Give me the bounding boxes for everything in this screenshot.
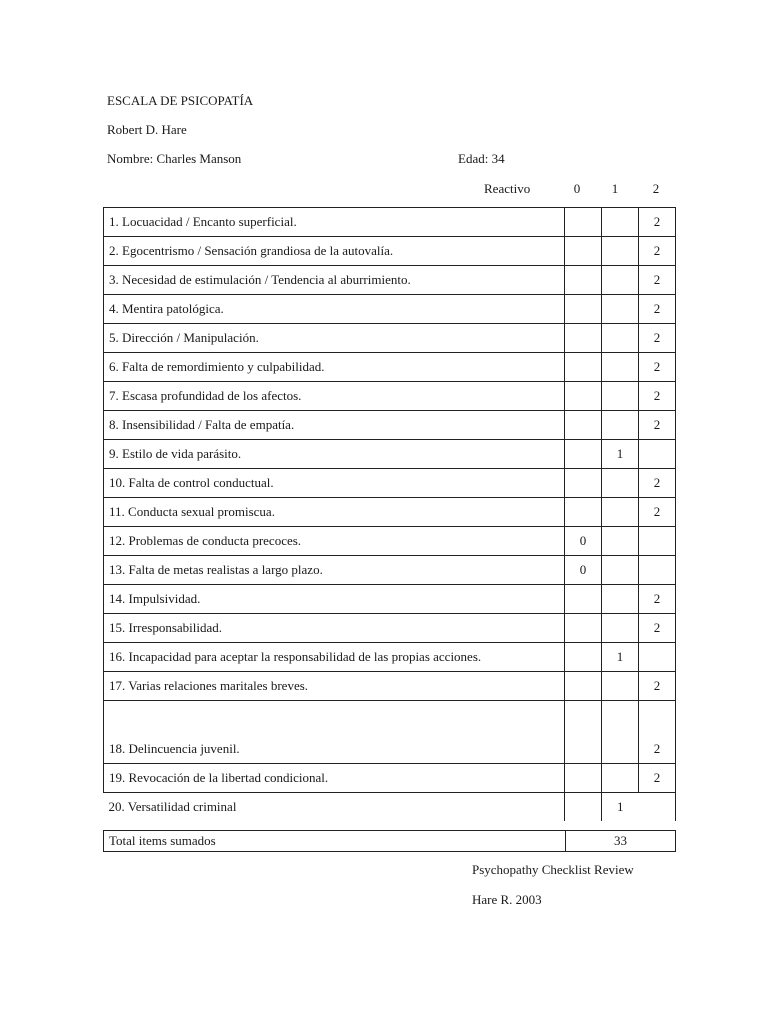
item-label: 14. Impulsividad.: [104, 585, 565, 614]
column-header-2: 2: [652, 181, 660, 196]
checklist-row: [104, 498, 676, 527]
checklist-row: [104, 585, 676, 614]
score-1-cell: [602, 324, 639, 353]
checklist-row: [104, 764, 676, 793]
score-0-cell: [565, 643, 602, 672]
item-label: 18. Delincuencia juvenil.: [104, 701, 565, 764]
score-2-cell: 2: [639, 672, 676, 701]
checklist-row: [104, 701, 676, 764]
checklist-row: [104, 324, 676, 353]
score-1-cell: [602, 672, 639, 701]
score-1-cell: [602, 295, 639, 324]
checklist-row: [104, 440, 676, 469]
score-0-cell: [565, 764, 602, 793]
item-label: 3. Necesidad de estimulación / Tendencia al aburrimiento.: [104, 266, 565, 295]
score-2-cell: 2: [639, 208, 676, 237]
score-0-cell: [565, 382, 602, 411]
score-2-cell: 2: [639, 701, 676, 764]
reference-citation: Hare R. 2003: [472, 892, 542, 907]
score-2-cell: [639, 793, 676, 822]
score-0-cell: 0: [565, 527, 602, 556]
score-1-cell: 1: [602, 440, 639, 469]
score-0-cell: [565, 324, 602, 353]
score-1-cell: [602, 353, 639, 382]
score-0-cell: [565, 585, 602, 614]
item-label: 12. Problemas de conducta precoces.: [104, 527, 565, 556]
total-table: [103, 830, 676, 852]
score-1-cell: [602, 585, 639, 614]
item-label: 9. Estilo de vida parásito.: [104, 440, 565, 469]
score-1-cell: [602, 614, 639, 643]
checklist-row: [104, 382, 676, 411]
checklist-row: [104, 353, 676, 382]
item-label: 6. Falta de remordimiento y culpabilidad.: [104, 353, 565, 382]
total-label: Total items sumados: [104, 831, 566, 852]
score-1-cell: [602, 764, 639, 793]
item-label: 8. Insensibilidad / Falta de empatía.: [104, 411, 565, 440]
checklist-row: [104, 793, 676, 822]
score-0-cell: [565, 672, 602, 701]
item-label: 2. Egocentrismo / Sensación grandiosa de la autovalía.: [104, 237, 565, 266]
score-2-cell: [639, 556, 676, 585]
score-1-cell: [602, 556, 639, 585]
score-2-cell: 2: [639, 295, 676, 324]
score-2-cell: 2: [639, 498, 676, 527]
item-label: 13. Falta de metas realistas a largo plazo.: [104, 556, 565, 585]
score-2-cell: 2: [639, 382, 676, 411]
score-0-cell: [565, 701, 602, 764]
checklist-row: [104, 469, 676, 498]
item-label: 10. Falta de control conductual.: [104, 469, 565, 498]
score-1-cell: [602, 469, 639, 498]
subject-age: Edad: 34: [458, 151, 505, 166]
item-label: 5. Dirección / Manipulación.: [104, 324, 565, 353]
score-2-cell: 2: [639, 266, 676, 295]
item-label: 16. Incapacidad para aceptar la responsabilidad de las propias acciones.: [104, 643, 565, 672]
item-label: 15. Irresponsabilidad.: [104, 614, 565, 643]
score-2-cell: 2: [639, 237, 676, 266]
score-1-cell: [602, 498, 639, 527]
score-0-cell: [565, 208, 602, 237]
item-label: 19. Revocación de la libertad condicional.: [104, 764, 565, 793]
score-2-cell: 2: [639, 585, 676, 614]
checklist-row: [104, 527, 676, 556]
score-2-cell: 2: [639, 614, 676, 643]
score-2-cell: [639, 440, 676, 469]
checklist-row: [104, 614, 676, 643]
score-0-cell: [565, 353, 602, 382]
checklist-row: [104, 295, 676, 324]
score-0-cell: [565, 793, 602, 822]
score-2-cell: 2: [639, 469, 676, 498]
score-0-cell: [565, 498, 602, 527]
score-0-cell: [565, 295, 602, 324]
score-1-cell: [602, 411, 639, 440]
item-label: 11. Conducta sexual promiscua.: [104, 498, 565, 527]
score-2-cell: [639, 527, 676, 556]
item-label: 20. Versatilidad criminal: [104, 793, 565, 822]
total-value: 33: [566, 831, 676, 852]
checklist-row: [104, 266, 676, 295]
score-2-cell: 2: [639, 411, 676, 440]
score-0-cell: [565, 266, 602, 295]
score-1-cell: [602, 701, 639, 764]
score-0-cell: 0: [565, 556, 602, 585]
checklist-row: [104, 643, 676, 672]
item-label: 4. Mentira patológica.: [104, 295, 565, 324]
score-1-cell: [602, 208, 639, 237]
subject-name: Nombre: Charles Manson: [107, 151, 242, 166]
column-header-1: 1: [611, 181, 619, 196]
score-2-cell: [639, 643, 676, 672]
score-2-cell: 2: [639, 764, 676, 793]
score-0-cell: [565, 614, 602, 643]
score-0-cell: [565, 469, 602, 498]
checklist-row: [104, 556, 676, 585]
score-0-cell: [565, 411, 602, 440]
column-header-item: Reactivo: [484, 181, 531, 196]
checklist-table: [103, 207, 676, 821]
score-1-cell: [602, 237, 639, 266]
score-1-cell: [602, 382, 639, 411]
checklist-row: [104, 237, 676, 266]
checklist-row: [104, 411, 676, 440]
reference-title: Psychopathy Checklist Review: [472, 862, 634, 877]
item-label: 7. Escasa profundidad de los afectos.: [104, 382, 565, 411]
checklist-row: [104, 208, 676, 237]
score-1-cell: [602, 527, 639, 556]
score-0-cell: [565, 440, 602, 469]
author-name: Robert D. Hare: [107, 122, 187, 137]
score-0-cell: [565, 237, 602, 266]
checklist-row: [104, 672, 676, 701]
score-2-cell: 2: [639, 353, 676, 382]
document-title: ESCALA DE PSICOPATÍA: [107, 93, 254, 108]
total-row: [104, 831, 676, 852]
score-1-cell: 1: [602, 643, 639, 672]
score-1-cell: [602, 266, 639, 295]
score-1-cell: 1: [602, 793, 639, 822]
item-label: 1. Locuacidad / Encanto superficial.: [104, 208, 565, 237]
column-header-0: 0: [573, 181, 581, 196]
item-label: 17. Varias relaciones maritales breves.: [104, 672, 565, 701]
score-2-cell: 2: [639, 324, 676, 353]
